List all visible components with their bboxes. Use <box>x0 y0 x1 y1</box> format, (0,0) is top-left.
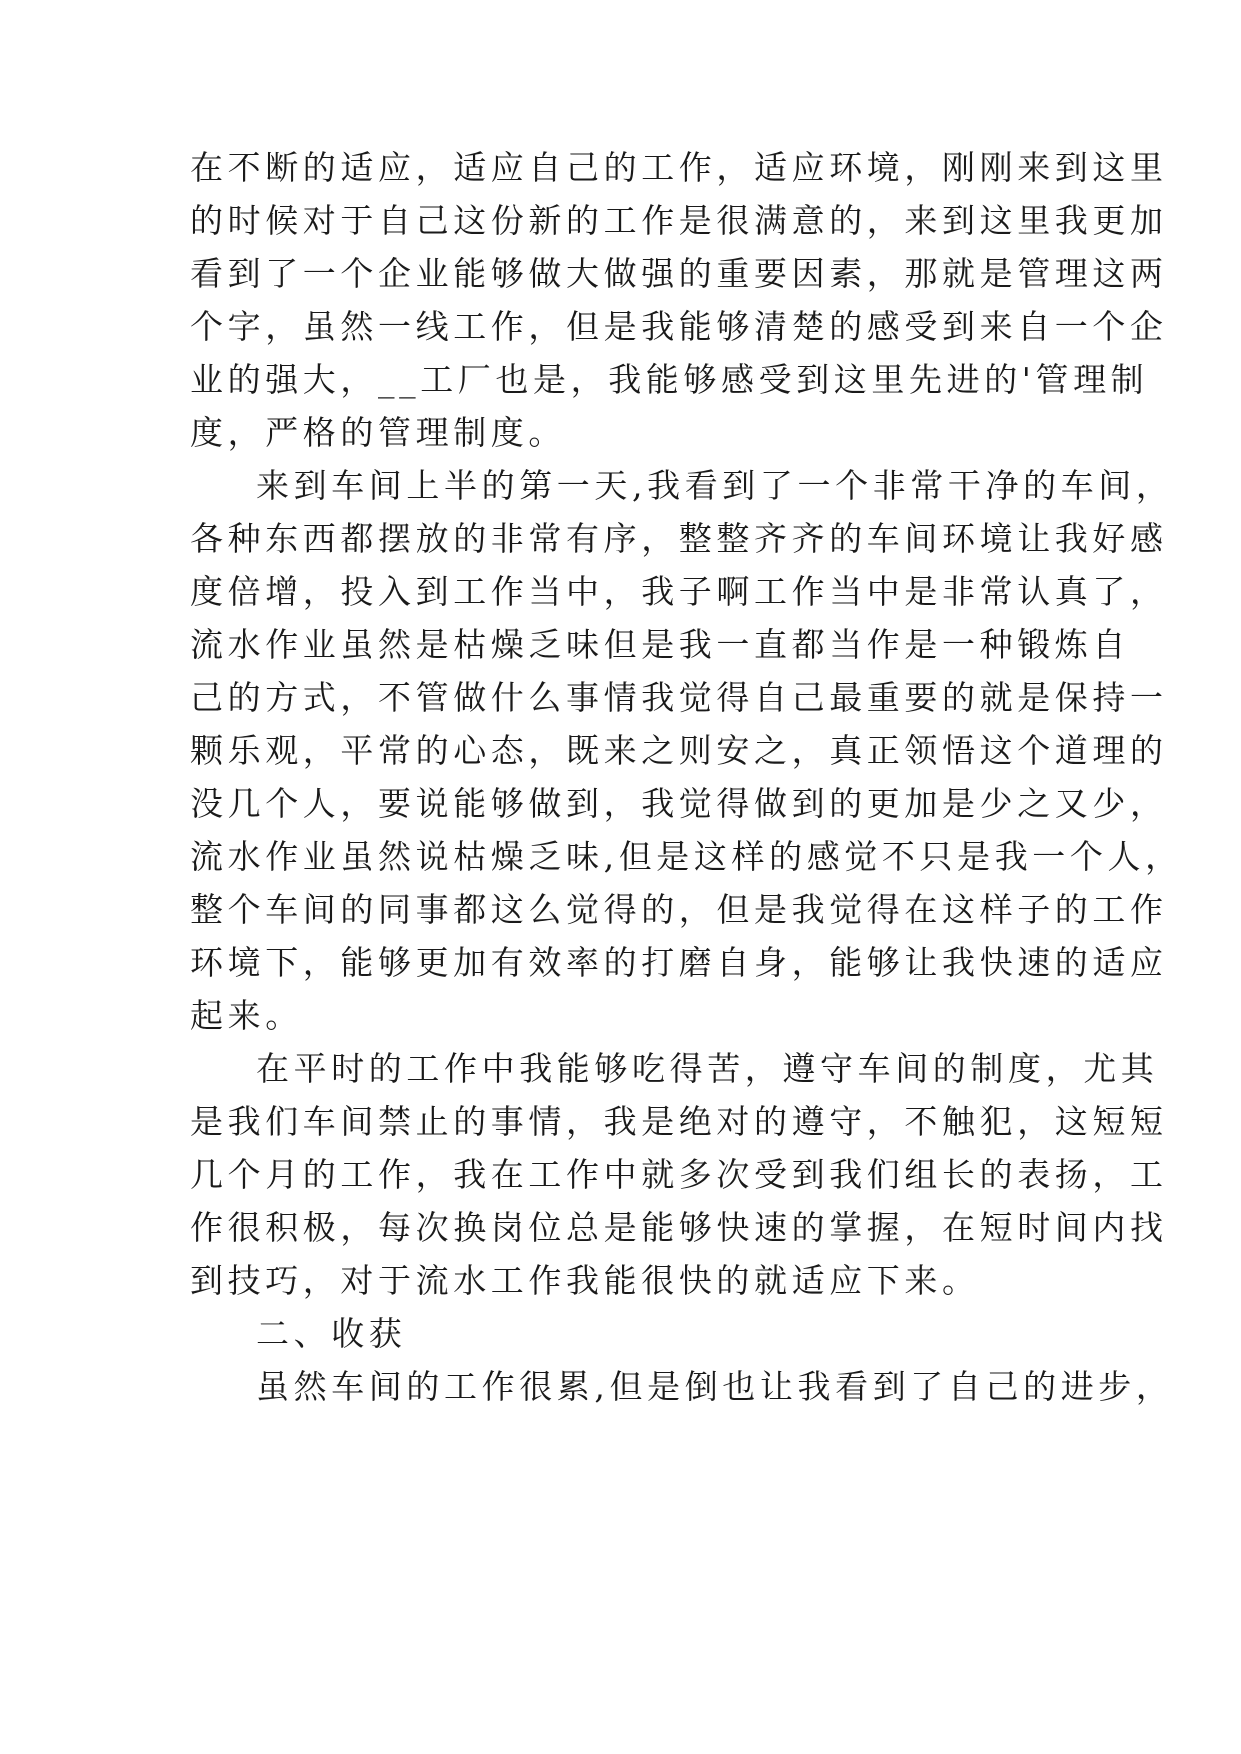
paragraph-start-line: 在平时的工作中我能够吃得苦，遵守车间的制度，尤其 <box>256 1049 1159 1088</box>
text-line: 环境下，能够更加有效率的打磨自身，能够让我快速的适应 <box>190 943 1168 982</box>
text-line: 几个月的工作，我在工作中就多次受到我们组长的表扬，工 <box>190 1155 1168 1194</box>
text-line: 己的方式，不管做什么事情我觉得自己最重要的就是保持一 <box>190 678 1168 717</box>
text-line: 流水作业虽然说枯燥乏味,但是这样的感觉不只是我一个人， <box>190 837 1183 876</box>
text-line: 作很积极，每次换岗位总是能够快速的掌握，在短时间内找 <box>190 1208 1168 1247</box>
text-line: 整个车间的同事都这么觉得的，但是我觉得在这样子的工作 <box>190 890 1168 929</box>
section-heading: 二、收获 <box>256 1314 407 1353</box>
text-line: 到技巧，对于流水工作我能很快的就适应下来。 <box>190 1261 980 1300</box>
text-line: 在不断的适应，适应自己的工作，适应环境，刚刚来到这里 <box>190 148 1168 187</box>
text-line: 个字，虽然一线工作，但是我能够清楚的感受到来自一个企 <box>190 307 1168 346</box>
text-line: 看到了一个企业能够做大做强的重要因素，那就是管理这两 <box>190 254 1168 293</box>
text-line: 业的强大，__工厂也是，我能够感受到这里先进的'管理制 <box>190 360 1149 399</box>
text-line: 各种东西都摆放的非常有序，整整齐齐的车间环境让我好感 <box>190 519 1168 558</box>
text-line: 没几个人，要说能够做到，我觉得做到的更加是少之又少， <box>190 784 1168 823</box>
text-line: 起来。 <box>190 996 303 1035</box>
text-line: 颗乐观，平常的心态，既来之则安之，真正领悟这个道理的 <box>190 731 1168 770</box>
text-line: 是我们车间禁止的事情，我是绝对的遵守，不触犯，这短短 <box>190 1102 1168 1141</box>
text-line: 度，严格的管理制度。 <box>190 413 566 452</box>
paragraph-start-line: 虽然车间的工作很累,但是倒也让我看到了自己的进步， <box>256 1367 1174 1406</box>
paragraph-start-line: 来到车间上半的第一天,我看到了一个非常干净的车间， <box>256 466 1174 505</box>
text-line: 流水作业虽然是枯燥乏味但是我一直都当作是一种锻炼自 <box>190 625 1130 664</box>
text-line: 的时候对于自己这份新的工作是很满意的，来到这里我更加 <box>190 201 1168 240</box>
text-line: 度倍增，投入到工作当中，我子啊工作当中是非常认真了， <box>190 572 1168 611</box>
